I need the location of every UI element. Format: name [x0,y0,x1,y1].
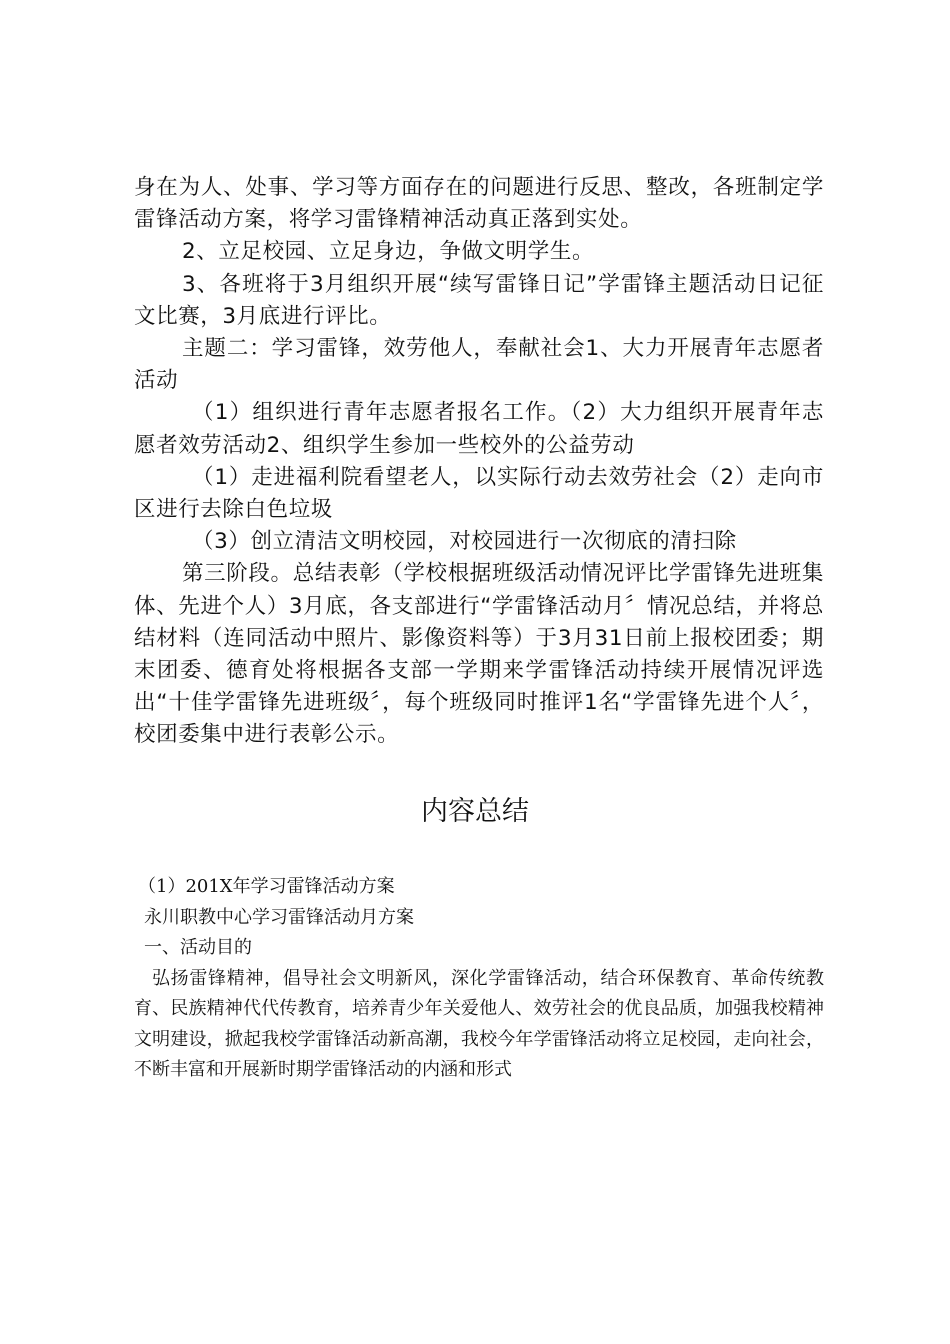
summary-line-school-plan: 永川职教中心学习雷锋活动月方案 [144,906,414,928]
paragraph-stage-three: 第三阶段。总结表彰（学校根据班级活动情况评比学雷锋先进班集体、先进个人）3月底，各支部进行“学雷锋活动月〞情况总结，并将总结材料（连同活动中照片、影像资料等）于3月31日前上报校团委；期末团委、德育处将根据各支部一学期来学雷锋活动持续开展情况评选出“十佳学雷锋先进班级〞，每个班级同时推评1名“学雷锋先进个人〞，校团委集中进行表彰公示。 [134,561,824,748]
paragraph-volunteer: （1）组织进行青年志愿者报名工作。（2）大力组织开展青年志愿者效劳活动2、组织学生参加一些校外的公益劳动 [134,400,824,458]
paragraph-campus-cleanup: （3）创立清洁文明校园，对校园进行一次彻底的清扫除 [192,529,737,555]
summary-line-plan-title: （1）201X年学习雷锋活动方案 [138,876,395,897]
document-body [134,172,824,752]
summary-paragraph: 弘扬雷锋精神，倡导社会文明新风，深化学雷锋活动，结合环保教育、革命传统教育、民族精神代代传教育，培养青少年关爱他人、效劳社会的优良品质，加强我校精神文明建设，掀起我校学雷锋活动新高潮，我校今年学雷锋活动将立足校园，走向社会，不断丰富和开展新时期学雷锋活动的内涵和形式 [134,967,824,1080]
paragraph-theme-two: 主题二：学习雷锋，效劳他人，奉献社会1、大力开展青年志愿者活动 [134,336,824,394]
summary-line-purpose-heading: 一、活动目的 [144,937,252,958]
paragraph-item-2: 2、立足校园、立足身边，争做文明学生。 [182,239,595,265]
summary-body [134,872,824,1086]
paragraph-item-3: 3、各班将于3月组织开展“续写雷锋日记”学雷锋主题活动日记征文比赛，3月底进行评比。 [134,271,824,329]
paragraph-continuation: 身在为人、处事、学习等方面存在的问题进行反思、整改，各班制定学雷锋活动方案，将学习雷锋精神活动真正落到实处。 [134,175,824,233]
paragraph-welfare: （1）走进福利院看望老人，以实际行动去效劳社会（2）走向市区进行去除白色垃圾 [134,464,824,523]
summary-title: 内容总结 [421,796,529,827]
